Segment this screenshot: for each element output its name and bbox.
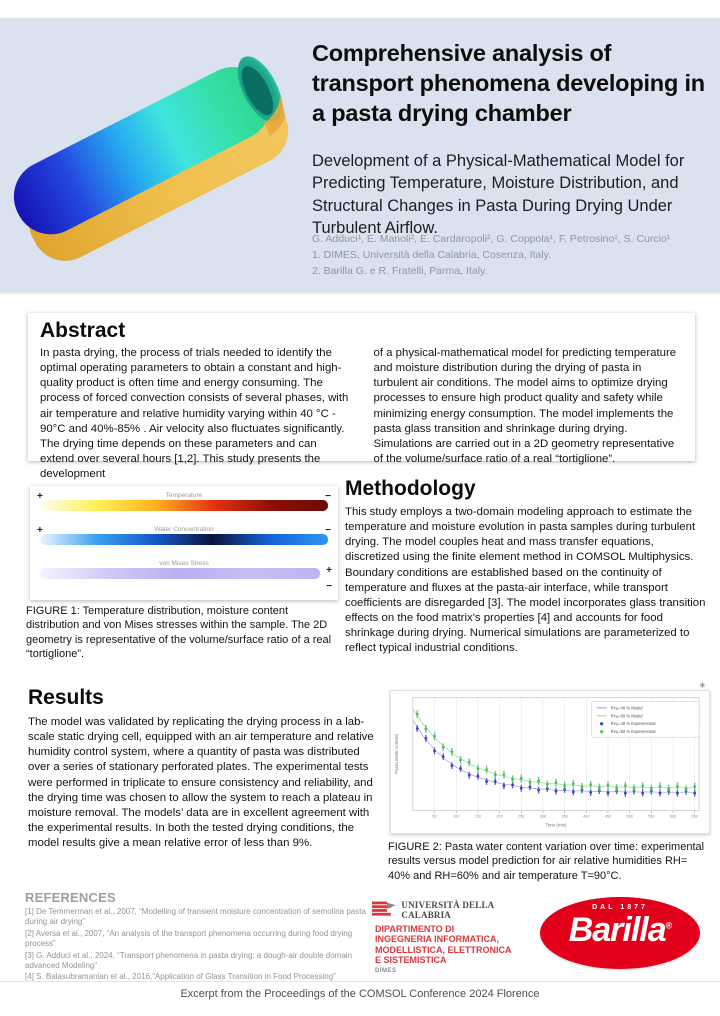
- results-heading: Results: [28, 686, 104, 709]
- barilla-logo: [540, 897, 700, 969]
- footer-divider: [0, 981, 720, 982]
- svg-text:350: 350: [561, 814, 568, 819]
- dept-line: DIPARTIMENTO DI: [375, 924, 455, 934]
- svg-text:300: 300: [539, 814, 547, 819]
- reference-item: [3] G. Adduci et al., 2024, “Transport phenomena in pasta drying: a dough-air double domain advanced Modeling”: [25, 950, 353, 970]
- colorbar-temperature: [37, 490, 331, 524]
- colorbar-label: Water Concentration: [154, 526, 214, 533]
- unical-flag-icon: [372, 901, 396, 919]
- unical-abbr: DIMES: [375, 968, 397, 975]
- svg-text:RHₐ=60 % Experimental: RHₐ=60 % Experimental: [610, 729, 656, 735]
- affiliation-2: 2. Barilla G. e R. Fratelli, Parma, Italy.: [312, 264, 488, 277]
- dept-line: MODELLISTICA, ELETTRONICA: [375, 944, 512, 955]
- von-mises-gradient-strip: [40, 568, 320, 579]
- references-heading: REFERENCES: [25, 890, 116, 905]
- figure2-corner-glyph: ✳: [699, 681, 706, 690]
- svg-text:500: 500: [626, 814, 633, 819]
- colorbar-water-concentration: [37, 524, 331, 558]
- barilla-dal-1877: DAL 1877: [592, 904, 648, 911]
- svg-text:250: 250: [518, 814, 525, 819]
- plus-sign: +: [37, 491, 43, 502]
- svg-text:Time (min): Time (min): [545, 822, 567, 828]
- reference-item: [4] S. Balasubramanian et al., 2016,“Application of Glass Transition in Food Processing”: [25, 972, 336, 982]
- dept-line: INGEGNERIA INFORMATICA,: [375, 934, 499, 945]
- svg-text:RHₐ=40 % Model: RHₐ=40 % Model: [610, 705, 643, 711]
- minus-sign: −: [325, 525, 331, 536]
- references-section: [25, 890, 373, 984]
- svg-text:650: 650: [691, 814, 698, 819]
- svg-text:550: 550: [648, 814, 655, 819]
- minus-sign: −: [326, 581, 332, 592]
- figure1-caption: FIGURE 1: Temperature distribution, moisture content distribution and von Mises stresses within the sample. The 2D geometry is representative of the volume/surface ratio of a real “tortiglione”.: [26, 605, 332, 660]
- svg-text:200: 200: [496, 814, 503, 819]
- author-list: G. Adduci¹, E. Manoli², E. Cardaropoli², G. Coppola¹, F. Petrosino¹, S. Curcio¹: [312, 233, 671, 245]
- methodology-body: This study employs a two-domain modeling approach to estimate the temperature and moisture evolution in pasta samples during turbulent drying. The model couples heat and mass transfer equations, discretized using the finite element method in COMSOL Multiphysics. Boundary conditions are established based on the continuity of temperature and fluxes at the pasta-air interface, while transport coefficients are disregarded [3]. The model incorporates glass transition effects on the food matrix's properties [4] and accounts for food shrinkage during drying. Numerical simulations are parameterized to reflect typical industrial conditions.: [345, 506, 706, 655]
- water-content-chart: [391, 691, 707, 831]
- minus-sign: −: [325, 491, 331, 502]
- svg-text:150: 150: [474, 814, 482, 819]
- unical-name: UNIVERSITÀ DELLA CALABRIA: [401, 900, 494, 920]
- reference-item: [2] Aversa et al., 2007, “An analysis of the transport phenomena occurring during food drying process”: [25, 928, 353, 949]
- footer-text: Excerpt from the Proceedings of the COMSOL Conference 2024 Florence: [180, 988, 540, 1000]
- abstract-column-2: of a physical-mathematical model for predicting temperature and moisture distribution during the drying of pasta in turbulent air conditions. The model aims to optimize drying processes to ensure high product quality and safety while minimizing energy consumption. The model implements the pasta glass transition and shrinkage during drying. Simulations are carried out in a 2D geometry representative of the volume/surface ratio of a real “tortiglione”.: [373, 347, 677, 466]
- plus-sign: +: [326, 565, 332, 576]
- colorbar-label: Temperature: [165, 492, 203, 499]
- figure2-chart: [390, 690, 710, 834]
- affiliation-1: 1. DIMES, Università della Calabria, Cosenza, Italy.: [312, 248, 552, 261]
- svg-text:RHₐ=40 % Experimental: RHₐ=40 % Experimental: [610, 721, 656, 727]
- plus-sign: +: [37, 525, 43, 536]
- poster-subtitle: Development of a Physical-Mathematical Model for Predicting Temperature, Moisture Distribution, and Structural Changes in Pasta During Drying Under Turbulent Airflow.: [312, 152, 685, 237]
- authors-block: [312, 232, 712, 279]
- svg-text:100: 100: [453, 814, 460, 819]
- svg-text:400: 400: [583, 814, 590, 819]
- figure1-colorbars: [30, 486, 338, 600]
- unical-logo-block: [372, 900, 537, 974]
- methodology-heading: Methodology: [345, 477, 476, 500]
- dept-line: E SISTEMISTICA: [375, 955, 447, 966]
- water-concentration-gradient-strip: [40, 534, 328, 545]
- figure2-caption: FIGURE 2: Pasta water content variation over time: experimental results versus model prediction for air relative humidities RH= 40% and RH=60% and air temperature T=90°C.: [388, 841, 705, 882]
- svg-text:450: 450: [604, 814, 612, 819]
- colorbar-label: von Mises Stress: [159, 560, 209, 567]
- registered-mark: ®: [665, 920, 672, 931]
- barilla-wordmark: Barilla®: [568, 911, 672, 949]
- colorbar-von-mises-stress: [40, 558, 332, 592]
- reference-item: [1] De Temmerman et al., 2007, “Modelling of transient moisture concentration of semolina pasta during air drying”: [25, 907, 366, 927]
- temperature-gradient-strip: [40, 500, 328, 511]
- svg-text:50: 50: [432, 814, 437, 819]
- results-body: The model was validated by replicating the drying process in a lab-scale static drying cell, equipped with an air temperature and relative humidity control system, where a quantity of pasta was distributed over a series of stationary perforated plates. The experimental tests were performed in triplicate to ensure consistency and reliability, and the drying time was chosen to allow the system to reach a plateau in moisture removal. The models’ data are in excellent agreement with the experimental results. In both the tested drying conditions, the model results give a mean relative error of less than 9%.: [28, 716, 374, 850]
- svg-text:600: 600: [669, 814, 677, 819]
- abstract-column-1: In pasta drying, the process of trials needed to identify the optimal operating parameters to obtain a constant and high-quality product is often time and energy consuming. The process of forced convection consists of several phases, with air temperature and relative humidity varying within 40 °C - 90°C and 40%-85% . Air velocity also fluctuates significantly. The drying time depends on these parameters and can extend over several hours [1,2]. This study presents the development: [40, 347, 349, 481]
- abstract-heading: Abstract: [40, 319, 126, 342]
- poster-title: Comprehensive analysis of transport phenomena developing in a pasta drying chamber: [312, 40, 705, 127]
- svg-text:Pasta water content: Pasta water content: [393, 734, 399, 774]
- abstract-section: [28, 313, 695, 481]
- pasta-3d-render-image: [0, 14, 306, 296]
- svg-text:RHₐ=60 % Model: RHₐ=60 % Model: [610, 713, 643, 719]
- unical-department: [375, 924, 537, 965]
